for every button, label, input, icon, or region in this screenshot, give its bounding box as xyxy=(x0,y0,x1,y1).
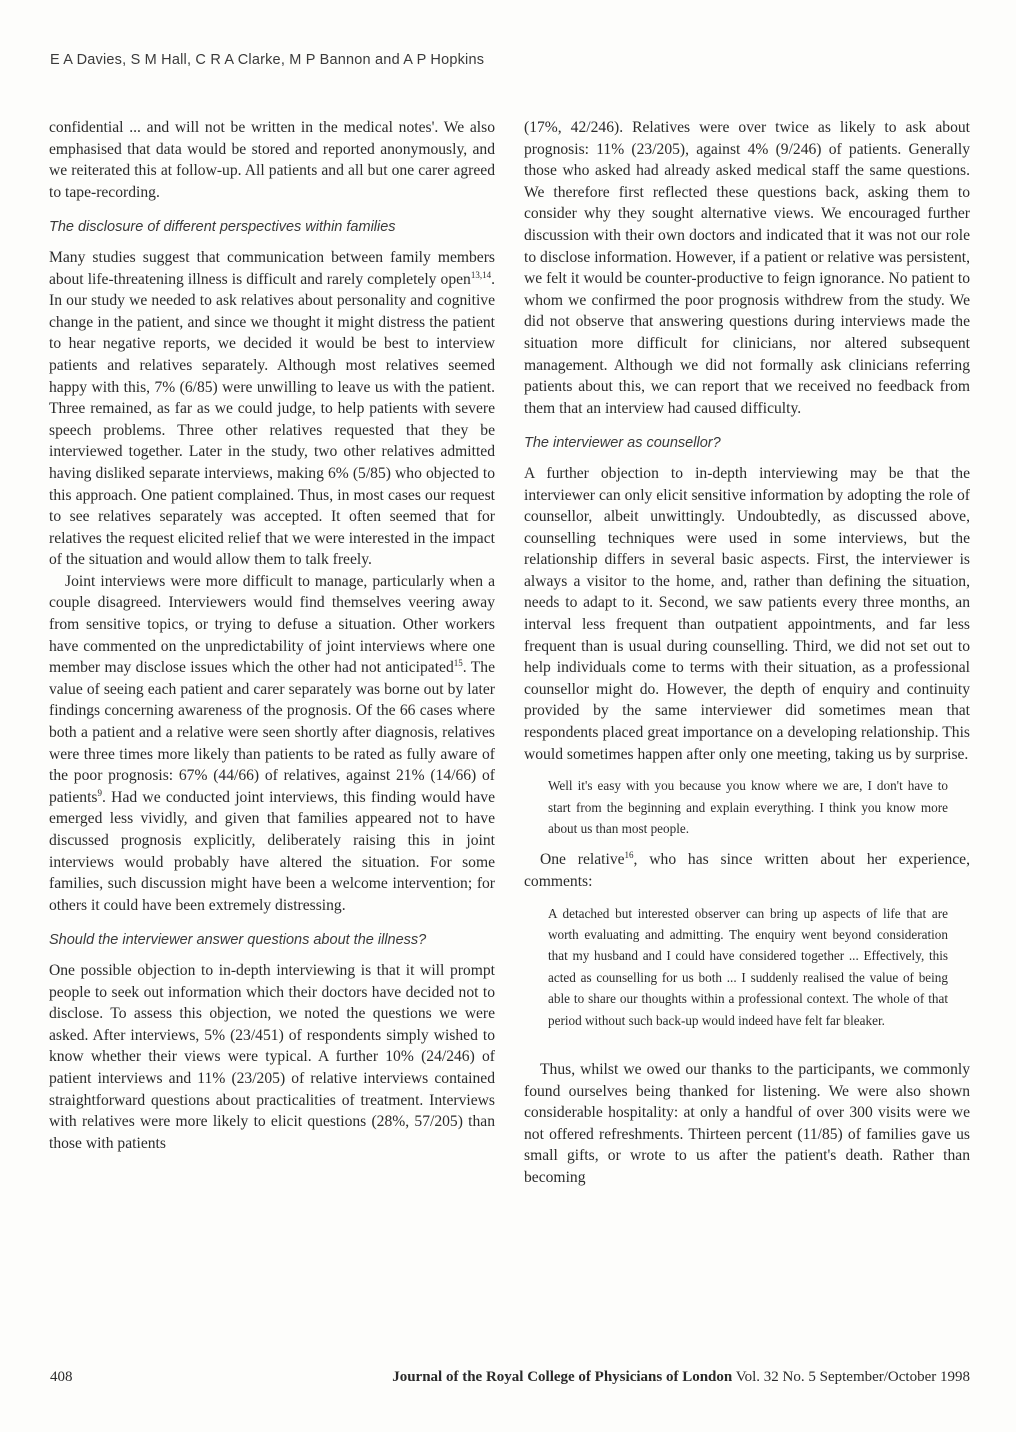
paragraph: A further objection to in-depth interviewing may be that the interviewer can only elicit sensitive information by adopting the role of counsellor, albeit unwittingly. Undoubtedly, as discussed above, counselling techniques were used in some interviews, but the relationship differs in several basic aspects. First, the interviewer is always a visitor to the home, and, rather than defining the situation, needs to adapt to it. Second, we saw patients every three months, an interval less frequent than outpatient appointments, and far less frequent than is usual during counselling. Third, we did not set out to help individuals come to terms with their situation, as a professional counsellor might do. However, the depth of enquiry and continuity provided by the same interviewer did sometimes mean that respondents placed great importance on a developing relationship. This would sometimes happen after only one meeting, taking us by surprise. xyxy=(524,464,970,763)
paragraph: confidential ... and will not be written in the medical notes'. We also emphasised that data would be stored and reported anonymously, and we reiterated this at follow-up. All patients and all but one carer agreed to tape-recording. xyxy=(49,119,495,201)
section-heading: The disclosure of different perspectives within families xyxy=(49,219,396,236)
paragraph-text: One relative xyxy=(540,851,625,869)
running-head: E A Davies, S M Hall, C R A Clarke, M P Bannon and A P Hopkins xyxy=(50,52,485,68)
paragraph-text: Joint interviews were more difficult to manage, particularly when a couple disagreed. Interviewers would find themselves veering away from sensitive topics, or trying to defuse a situation. Other workers have commented on the unpredictability of joint interviews where one member may disclose issues which the other had not anticipated xyxy=(49,572,495,677)
paragraph-text: . The value of seeing each patient and carer separately was borne out by later findings concerning awareness of the prognosis. Of the 66 cases where both a patient and a relative were seen shortly after diagnosis, relatives were three times more likely than patients to be rated as fully aware of the poor prognosis: 67% (44/66) of relatives, against 21% (14/66) of patients xyxy=(49,659,495,806)
paragraph-text: . Had we conducted joint interviews, this finding would have emerged less vividly, and given that families appeared not to have discussed prognosis explicitly, deliberately raising this in joint interviews would probably have altered the situation. For some families, such discussion might have been a welcome intervention; for others it could have been extremely distressing. xyxy=(49,788,495,914)
section-heading: The interviewer as counsellor? xyxy=(524,435,721,452)
block-quote: A detached but interested observer can bring up aspects of life that are worth evaluating and admitting. The enquiry went beyond consideration that my husband and I could have considered together ... Effectively, this acted as counselling for us both ... I suddenly realised the value of being able to share our thoughts within a professional context. The whole of that period without such back-up would indeed have felt far bleaker. xyxy=(548,905,948,1028)
paragraph-text: , who has since written about her experience, comments: xyxy=(524,851,970,891)
paragraph: One possible objection to in-depth interviewing is that it will prompt people to seek out information which their doctors have decided not to disclose. To assess this objection, we noted the questions we were asked. After interviews, 5% (23/451) of respondents simply wished to know whether their views were typical. A further 10% (24/246) of patient interviews and 11% (23/205) of relative interviews contained straightforward questions about practicalities of treatment. Interviews with relatives were more likely to elicit questions (28%, 57/205) than those with patients xyxy=(49,961,495,1152)
journal-citation xyxy=(392,1369,970,1386)
right-column xyxy=(524,117,970,1189)
reference-superscript: 9 xyxy=(97,787,103,798)
block-quote: Well it's easy with you because you know where we are, I don't have to start from the beginning and explain everything. I think you know more about us than most people. xyxy=(548,778,948,837)
page-number: 408 xyxy=(50,1369,73,1385)
left-column xyxy=(49,117,495,1154)
paragraph xyxy=(49,571,495,917)
paragraph: Thus, whilst we owed our thanks to the participants, we commonly found ourselves being thanked for listening. We were also shown considerable hospitality: at only a handful of over 300 visits were we not offered refreshments. Thirteen percent (11/85) of families gave us small gifts, or wrote to us after the patient's death. Rather than becoming xyxy=(524,1061,970,1187)
reference-superscript: 15 xyxy=(453,658,463,669)
paragraph xyxy=(524,849,970,892)
paragraph-text: . In our study we needed to ask relatives about personality and cognitive change in the patient, and since we thought it might distress the patient to hear negative reports, we decided it would be best to interview patients and relatives separately. Although most relatives seemed happy with this, 7% (6/85) were unwilling to leave us with the patient. Three remained, as far as we could judge, to help patients with severe speech problems. Three other relatives requested that they be interviewed together. Later in the study, two other relatives admitted having disliked separate interviews, making 6% (5/85) who objected to this approach. One patient complained. Thus, in most cases our request to see relatives separately was accepted. It often seemed that for relatives the request elicited relief that we were interested in the impact of the situation and would allow them to talk freely. xyxy=(49,270,495,569)
paragraph: (17%, 42/246). Relatives were over twice as likely to ask about prognosis: 11% (23/205), against 4% (9/246) of patients. Generally those who asked had already asked medical staff the same questions. We therefore first reflected these questions back, asking them to consider why they sought alternative views. We encouraged further discussion with their own doctors and indicated that it was not our role to disclose information. However, if a patient or relative was persistent, we felt it would be counter-productive to feign ignorance. No patient to whom we confirmed the poor prognosis withdrew from the study. We did not observe that answering questions during interviews made the situation more difficult for clinicians, nor altered subsequent management. Although we did not formally ask clinicians referring patients about this, we can report that we received no feedback from them that an interview had caused difficulty. xyxy=(524,119,970,417)
journal-issue: Vol. 32 No. 5 September/October 1998 xyxy=(732,1369,970,1385)
paragraph xyxy=(49,247,495,571)
paragraph-text: Many studies suggest that communication between family members about life-threatening illness is difficult and rarely completely open xyxy=(49,248,495,288)
spacer xyxy=(524,1041,970,1059)
reference-superscript: 13,14 xyxy=(470,269,492,280)
reference-superscript: 16 xyxy=(624,850,634,861)
section-heading: Should the interviewer answer questions about the illness? xyxy=(49,932,427,949)
journal-name: Journal of the Royal College of Physicians of London xyxy=(392,1369,733,1385)
